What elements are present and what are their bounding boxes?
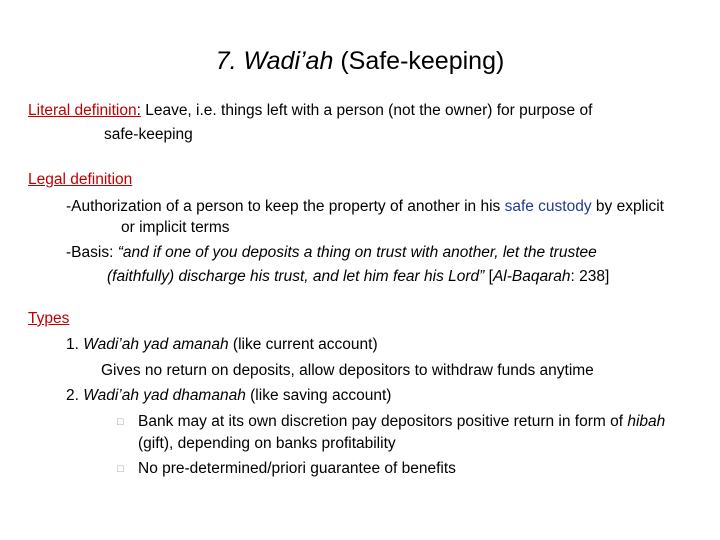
square-bullet-icon: □: [117, 416, 124, 428]
legal-authorization-continuation: or implicit terms: [121, 219, 230, 236]
literal-definition-text-2: safe-keeping: [104, 126, 193, 143]
slide-title: [0, 44, 720, 78]
title-number: 7.: [215, 47, 237, 75]
basis-reference: [Al-Baqarah: 238]: [488, 268, 610, 285]
type-2-bullet-2: No pre-determined/priori guarantee of benefits: [138, 460, 456, 477]
safe-custody-highlight: safe custody: [504, 198, 592, 215]
legal-authorization-line: -Authorization of a person to keep the property of another in his safe custody by explicit: [66, 198, 664, 215]
literal-definition-text: Leave, i.e. things left with a person (not the owner) for purpose of: [145, 102, 593, 119]
type-2-bullet-1-continuation: (gift), depending on banks profitability: [138, 435, 396, 452]
square-bullet-icon: □: [117, 463, 124, 475]
literal-definition-heading: Literal definition:: [28, 102, 141, 119]
type-2-line: 2. Wadi’ah yad dhamanah (like saving account): [66, 387, 392, 404]
literal-definition-continuation: [104, 125, 193, 145]
type-1-term: Wadi’ah yad amanah: [83, 336, 229, 353]
basis-label: -Basis:: [66, 244, 114, 261]
type-1-line: 1. Wadi’ah yad amanah (like current account): [66, 336, 378, 353]
type-1-detail: Gives no return on deposits, allow depositors to withdraw funds anytime: [101, 362, 594, 379]
types-heading-line: [28, 309, 69, 329]
legal-basis-continuation: (faithfully) discharge his trust, and let him fear his Lord” [Al-Baqarah: 238]: [107, 268, 610, 285]
basis-quote: “and if one of you deposits a thing on trust with another, let the trustee: [117, 244, 597, 261]
hibah-term: hibah: [627, 413, 666, 430]
literal-definition-line: [28, 101, 592, 121]
legal-definition-heading: Legal definition: [28, 171, 133, 188]
types-heading: Types: [28, 310, 70, 327]
legal-basis-line: [66, 243, 597, 263]
legal-definition-heading-line: [28, 170, 132, 190]
title-gloss: (Safe-keeping): [340, 47, 505, 75]
type-2-term: Wadi’ah yad dhamanah: [83, 387, 246, 404]
title-term: Wadi’ah: [243, 47, 334, 75]
type-2-bullet-1: Bank may at its own discretion pay depositors positive return in form of hibah: [138, 413, 666, 430]
